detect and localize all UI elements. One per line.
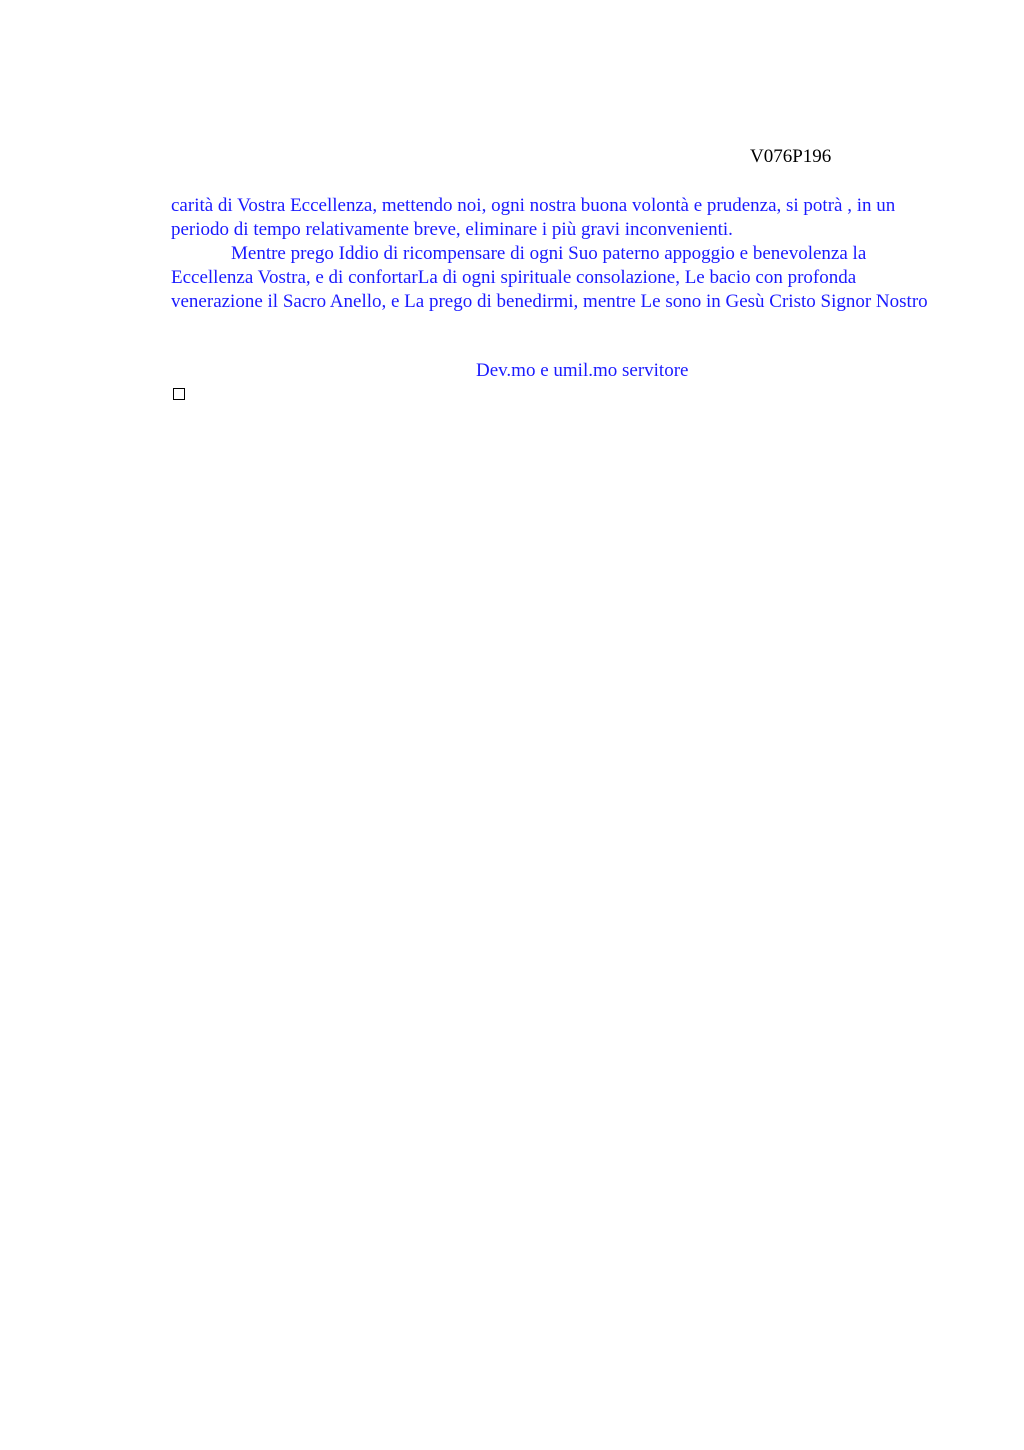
closing-signature: Dev.mo e umil.mo servitore xyxy=(476,360,689,381)
page-reference: V076P196 xyxy=(750,146,832,167)
square-outline-icon xyxy=(173,388,185,400)
letter-body xyxy=(171,194,931,314)
paragraph-1: carità di Vostra Eccellenza, mettendo noi, ogni nostra buona volontà e prudenza, si potrà , in un periodo di tempo relativamente breve, eliminare i più gravi inconvenienti. xyxy=(171,195,896,240)
paragraph-2: Mentre prego Iddio di ricompensare di ogni Suo paterno appoggio e benevolenza la Eccellenza Vostra, e di confortarLa di ogni spirituale consolazione, Le bacio con profonda venerazione il Sacro Anello, e La prego di benedirmi, mentre Le sono in Gesù Cristo Signor Nostro xyxy=(171,243,928,312)
